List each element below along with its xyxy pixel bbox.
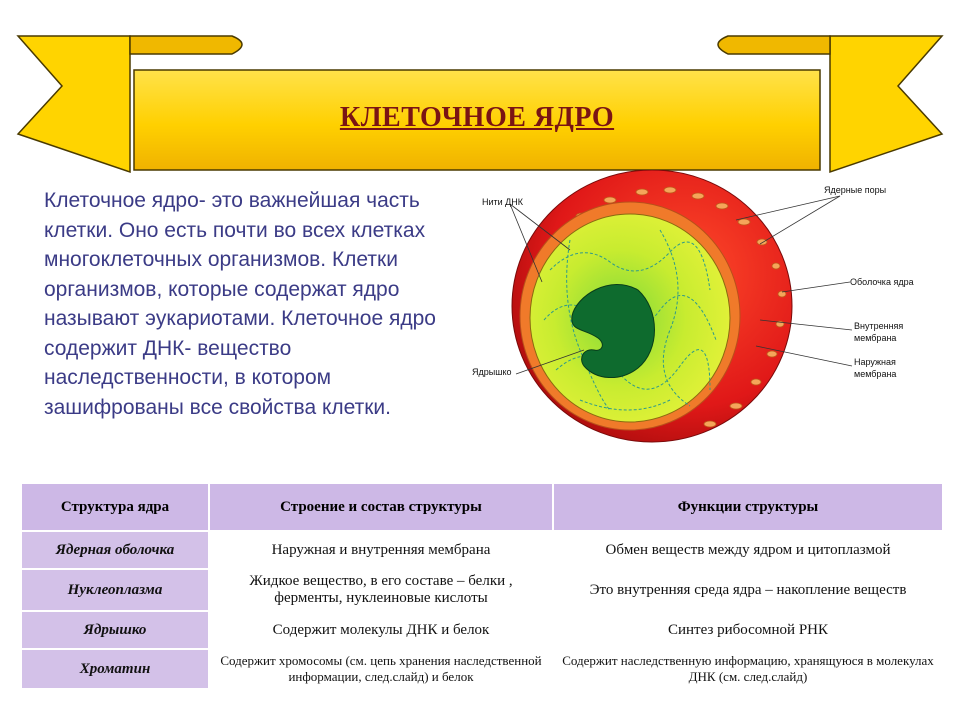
row-structure: Содержит хромосомы (см. цепь хранения наследственной информации, след.слайд) и белок — [210, 650, 552, 688]
ribbon-right-tail — [830, 36, 942, 172]
page-title: КЛЕТОЧНОЕ ЯДРО — [339, 102, 615, 133]
row-function: Это внутренняя среда ядра – накопление веществ — [554, 570, 942, 610]
title-ribbon — [0, 0, 960, 180]
table-row — [22, 650, 942, 688]
label-nuclear-pores: Ядерные поры — [824, 185, 887, 195]
row-name: Хроматин — [22, 650, 208, 688]
header-functions: Функции структуры — [554, 484, 942, 530]
label-outer-membrane: Наружная мембрана — [854, 357, 897, 379]
row-function: Синтез рибосомной РНК — [554, 612, 942, 648]
row-function: Обмен веществ между ядром и цитоплазмой — [554, 532, 942, 568]
table-row — [22, 570, 942, 610]
header-composition: Строение и состав структуры — [210, 484, 552, 530]
label-inner-membrane: Внутренняя мембрана — [854, 321, 904, 343]
row-name: Ядрышко — [22, 612, 208, 648]
row-function: Содержит наследственную информацию, хранящуюся в молекулах ДНК (см. след.слайд) — [554, 650, 942, 688]
row-name: Нуклеоплазма — [22, 570, 208, 610]
table-row — [22, 612, 942, 648]
label-envelope: Оболочка ядра — [850, 277, 914, 287]
header-structure: Структура ядра — [22, 484, 208, 530]
ribbon-left-curl — [130, 36, 242, 54]
row-structure: Жидкое вещество, в его составе – белки , ферменты, нуклеиновые кислоты — [210, 570, 552, 610]
intro-text: Клеточное ядро- это важнейшая часть клетки. Оно есть почти во всех клетках многоклеточных организмов. Клетки организмов, которые содержат ядро называют эукариотами. Клеточное ядро содержит ДНК- вещество наследственности, в котором зашифрованы все свойства клетки. — [44, 189, 436, 419]
table-header-row — [22, 484, 942, 530]
ribbon-right-curl — [718, 36, 830, 54]
row-structure: Содержит молекулы ДНК и белок — [210, 612, 552, 648]
row-structure: Наружная и внутренняя мембрана — [210, 532, 552, 568]
label-nucleolus: Ядрышко — [472, 367, 512, 377]
label-dna-threads: Нити ДНК — [482, 197, 524, 207]
row-name: Ядерная оболочка — [22, 532, 208, 568]
structure-table — [20, 482, 944, 690]
nucleolus — [572, 284, 655, 377]
table-row — [22, 532, 942, 568]
ribbon-left-tail — [18, 36, 130, 172]
